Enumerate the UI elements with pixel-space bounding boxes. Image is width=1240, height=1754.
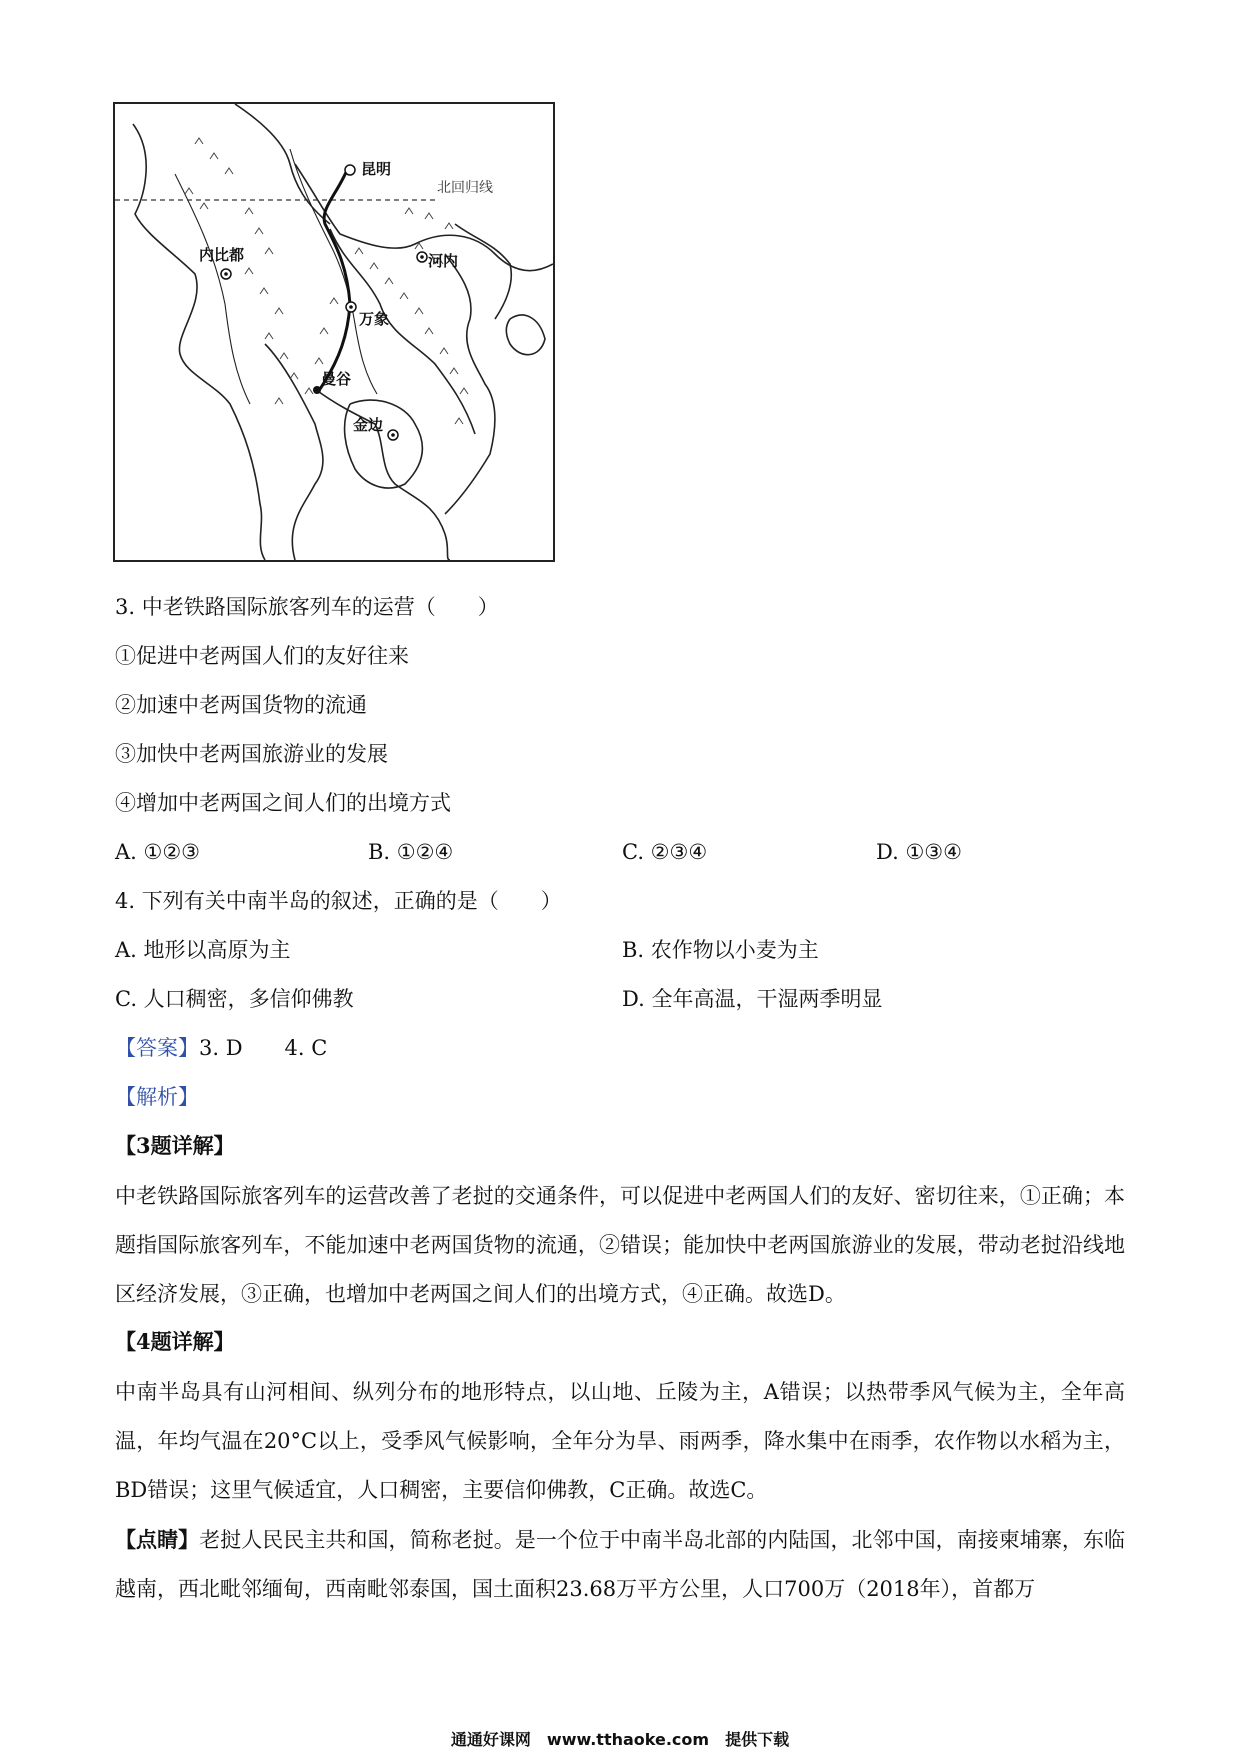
answer-tag: 【答案】 [115,1036,199,1060]
tip-paragraph [115,1515,1125,1614]
q4-stem: 4. 下列有关中南半岛的叙述，正确的是（ ） [115,889,562,913]
q3-option-c: C. ②③④ [622,840,708,864]
q3-detail-heading: 【3题详解】 [115,1133,235,1158]
answer-text: 3. D 4. C [199,1036,328,1060]
q3-detail-text: 中老铁路国际旅客列车的运营改善了老挝的交通条件，可以促进中老两国人们的友好、密切往来，①正确；本题指国际旅客列车，不能加速中老两国货物的流通，②错误；能加快中老两国旅游业的发展，带动老挝沿线地区经济发展，③正确，也增加中老两国之间人们的出境方式，④正确。故选D。 [115,1184,1125,1306]
q3-option-a: A. ①②③ [115,840,200,864]
q3-option-d: D. ①③④ [876,840,962,864]
city-bangkok [313,370,351,394]
footer-source: 通通好课网 www.tthaoke.com 提供下载 [450,1730,790,1749]
q3-item-1: ①促进中老两国人们的友好往来 [115,644,409,668]
answer-line [115,1033,327,1063]
q3-item-2: ②加速中老两国货物的流通 [115,693,367,717]
china-laos-railway [320,170,350,389]
city-label-phnompenh: 金边 [353,416,384,434]
q4-option-c: C. 人口稠密，多信仰佛教 [115,987,354,1011]
river-irrawaddy [175,174,250,404]
q4-option-d: D. 全年高温，干湿两季明显 [622,987,883,1011]
gulf-of-tonkin [455,224,511,319]
city-vientiane [346,302,389,328]
gulf-of-thailand [315,389,450,560]
city-label-kunming: 昆明 [361,160,392,178]
city-label-vientiane: 万象 [359,310,390,328]
indochina-map [115,104,553,560]
river-mekong [290,149,377,394]
q4-detail-text: 中南半岛具有山河相间、纵列分布的地形特点，以山地、丘陵为主，A错误；以热带季风气候为主，全年高温，年均气温在20°C以上，受季风气候影响，全年分为旱、雨两季，降水集中在雨季，农作物以水稻为主，BD错误；这里气候适宜，人口稠密，主要信仰佛教，C正确。故选C。 [115,1380,1125,1502]
hainan [506,315,545,355]
q4-option-a: A. 地形以高原为主 [115,938,291,962]
map-figure [113,102,555,562]
city-phnompenh [353,416,398,440]
myanmar-outline [133,124,265,560]
analysis-tag: 【解析】 [115,1085,199,1109]
tip-text: 老挝人民民主共和国，简称老挝。是一个位于中南半岛北部的内陆国，北邻中国，南接柬埔寨，东临越南，西北毗邻缅甸，西南毗邻泰国，国土面积23.68万平方公里，人口700万（2018年），首都万 [115,1528,1125,1601]
myanmar-north-border [235,104,330,224]
city-label-naypyidaw: 内比都 [199,246,245,264]
tropic-label: 北回归线 [437,180,493,196]
thailand-outline [265,344,323,560]
city-label-hanoi: 河内 [428,252,459,270]
tip-tag: 【点睛】 [115,1527,200,1552]
q3-option-b: B. ①②④ [368,840,454,864]
q3-item-3: ③加快中老两国旅游业的发展 [115,742,388,766]
city-kunming [345,160,391,178]
city-label-bangkok: 曼谷 [321,370,352,388]
q4-detail-heading: 【4题详解】 [115,1329,235,1354]
q3-stem: 3. 中老铁路国际旅客列车的运营（ ） [115,595,499,619]
cambodia-outline [345,400,423,488]
q4-option-b: B. 农作物以小麦为主 [622,938,819,962]
vietnam-coast [445,254,495,514]
q3-item-4: ④增加中老两国之间人们的出境方式 [115,791,451,815]
city-hanoi [417,252,458,270]
city-naypyidaw [199,246,244,279]
